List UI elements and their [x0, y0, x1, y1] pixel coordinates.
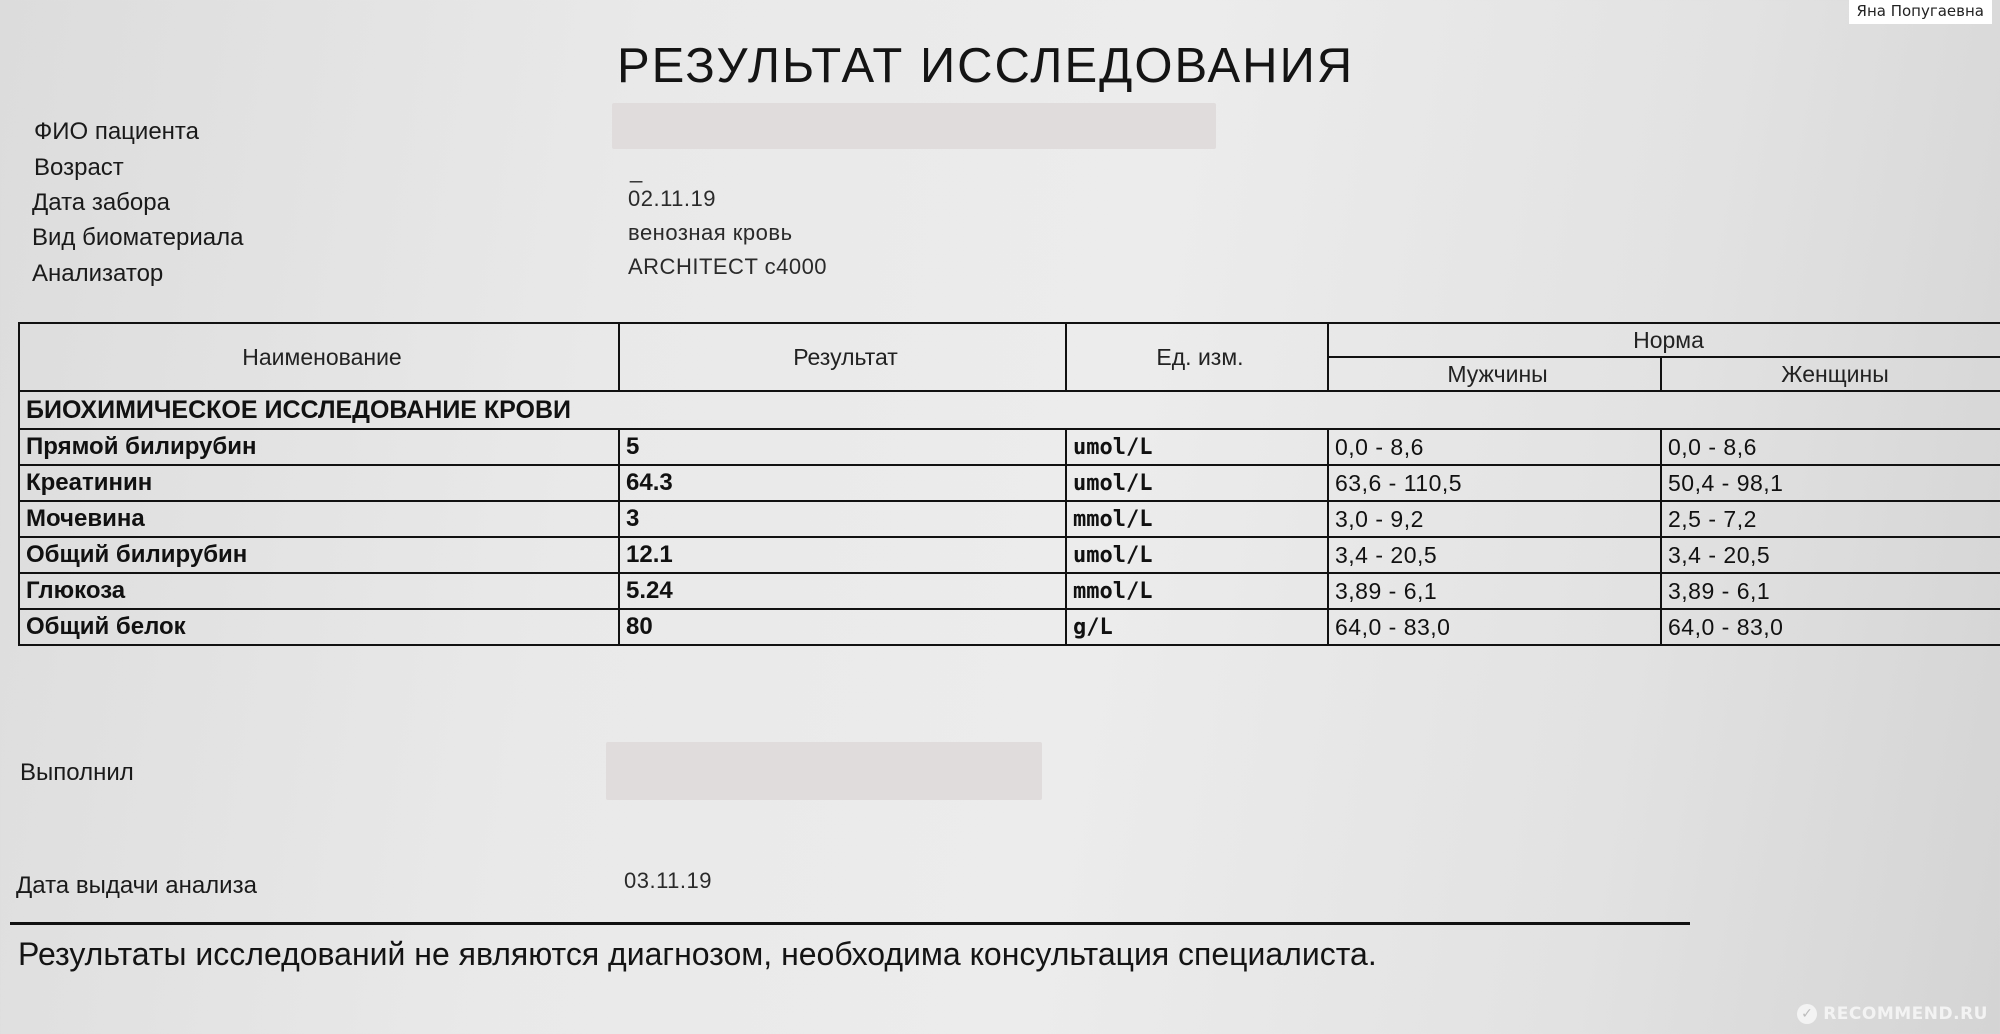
- results-table: [18, 322, 2000, 646]
- test-name: Прямой билирубин: [19, 429, 619, 465]
- collection-date-value: 02.11.19: [628, 186, 717, 211]
- table-row: [19, 609, 2000, 645]
- table-row: [19, 429, 2000, 465]
- test-unit: umol/L: [1066, 429, 1328, 465]
- issue-date-label: Дата выдачи анализа: [16, 872, 257, 899]
- test-result: 3: [619, 501, 1066, 537]
- norm-men: 3,0 - 9,2: [1328, 501, 1661, 537]
- norm-women: 3,4 - 20,5: [1661, 537, 2000, 573]
- norm-men: 64,0 - 83,0: [1328, 609, 1661, 645]
- header-name: Наименование: [19, 323, 619, 391]
- header-result: Результат: [619, 323, 1066, 391]
- test-name: Креатинин: [19, 465, 619, 501]
- divider: [10, 922, 1690, 925]
- test-result: 64.3: [619, 465, 1066, 501]
- redacted-patient-name: [612, 103, 1216, 149]
- test-unit: mmol/L: [1066, 501, 1328, 537]
- header-women: Женщины: [1661, 357, 2000, 391]
- test-unit: g/L: [1066, 609, 1328, 645]
- table-row: [19, 465, 2000, 501]
- test-result: 80: [619, 609, 1066, 645]
- table-header-row: [19, 323, 2000, 357]
- table-row: [19, 501, 2000, 537]
- section-title: БИОХИМИЧЕСКОЕ ИССЛЕДОВАНИЕ КРОВИ: [19, 391, 2000, 429]
- table-row: [19, 573, 2000, 609]
- issue-date-value: 03.11.19: [624, 868, 713, 893]
- document-title: РЕЗУЛЬТАТ ИССЛЕДОВАНИЯ: [617, 39, 1355, 93]
- patient-name-label: ФИО пациента: [34, 118, 199, 145]
- norm-women: 50,4 - 98,1: [1661, 465, 2000, 501]
- norm-women: 0,0 - 8,6: [1661, 429, 2000, 465]
- norm-women: 64,0 - 83,0: [1661, 609, 2000, 645]
- section-row: [19, 391, 2000, 429]
- age-label: Возраст: [34, 154, 124, 181]
- age-value: _: [630, 158, 643, 183]
- test-unit: mmol/L: [1066, 573, 1328, 609]
- norm-women: 2,5 - 7,2: [1661, 501, 2000, 537]
- redacted-performer: [606, 742, 1042, 800]
- norm-men: 0,0 - 8,6: [1328, 429, 1661, 465]
- recommend-logo-icon: ✓: [1797, 1004, 1817, 1024]
- norm-men: 3,89 - 6,1: [1328, 573, 1661, 609]
- test-result: 5: [619, 429, 1066, 465]
- test-name: Мочевина: [19, 501, 619, 537]
- site-watermark: [1797, 1004, 1988, 1024]
- test-name: Общий белок: [19, 609, 619, 645]
- header-men: Мужчины: [1328, 357, 1661, 391]
- header-unit: Ед. изм.: [1066, 323, 1328, 391]
- test-result: 5.24: [619, 573, 1066, 609]
- performed-by-label: Выполнил: [20, 759, 134, 786]
- biomaterial-value: венозная кровь: [628, 220, 793, 245]
- test-name: Общий билирубин: [19, 537, 619, 573]
- analyzer-value: ARCHITECT c4000: [628, 254, 828, 279]
- test-name: Глюкоза: [19, 573, 619, 609]
- collection-date-label: Дата забора: [32, 189, 170, 216]
- test-unit: umol/L: [1066, 465, 1328, 501]
- test-result: 12.1: [619, 537, 1066, 573]
- author-watermark: Яна Попугаевна: [1849, 0, 1992, 24]
- test-unit: umol/L: [1066, 537, 1328, 573]
- header-norm: Норма: [1328, 323, 2000, 357]
- disclaimer-text: Результаты исследований не являются диагнозом, необходима консультация специалиста.: [18, 936, 1377, 972]
- norm-men: 63,6 - 110,5: [1328, 465, 1661, 501]
- norm-men: 3,4 - 20,5: [1328, 537, 1661, 573]
- analyzer-label: Анализатор: [32, 260, 164, 287]
- site-watermark-text: RECOMMEND.RU: [1823, 1004, 1988, 1024]
- table-row: [19, 537, 2000, 573]
- norm-women: 3,89 - 6,1: [1661, 573, 2000, 609]
- biomaterial-label: Вид биоматериала: [32, 224, 244, 251]
